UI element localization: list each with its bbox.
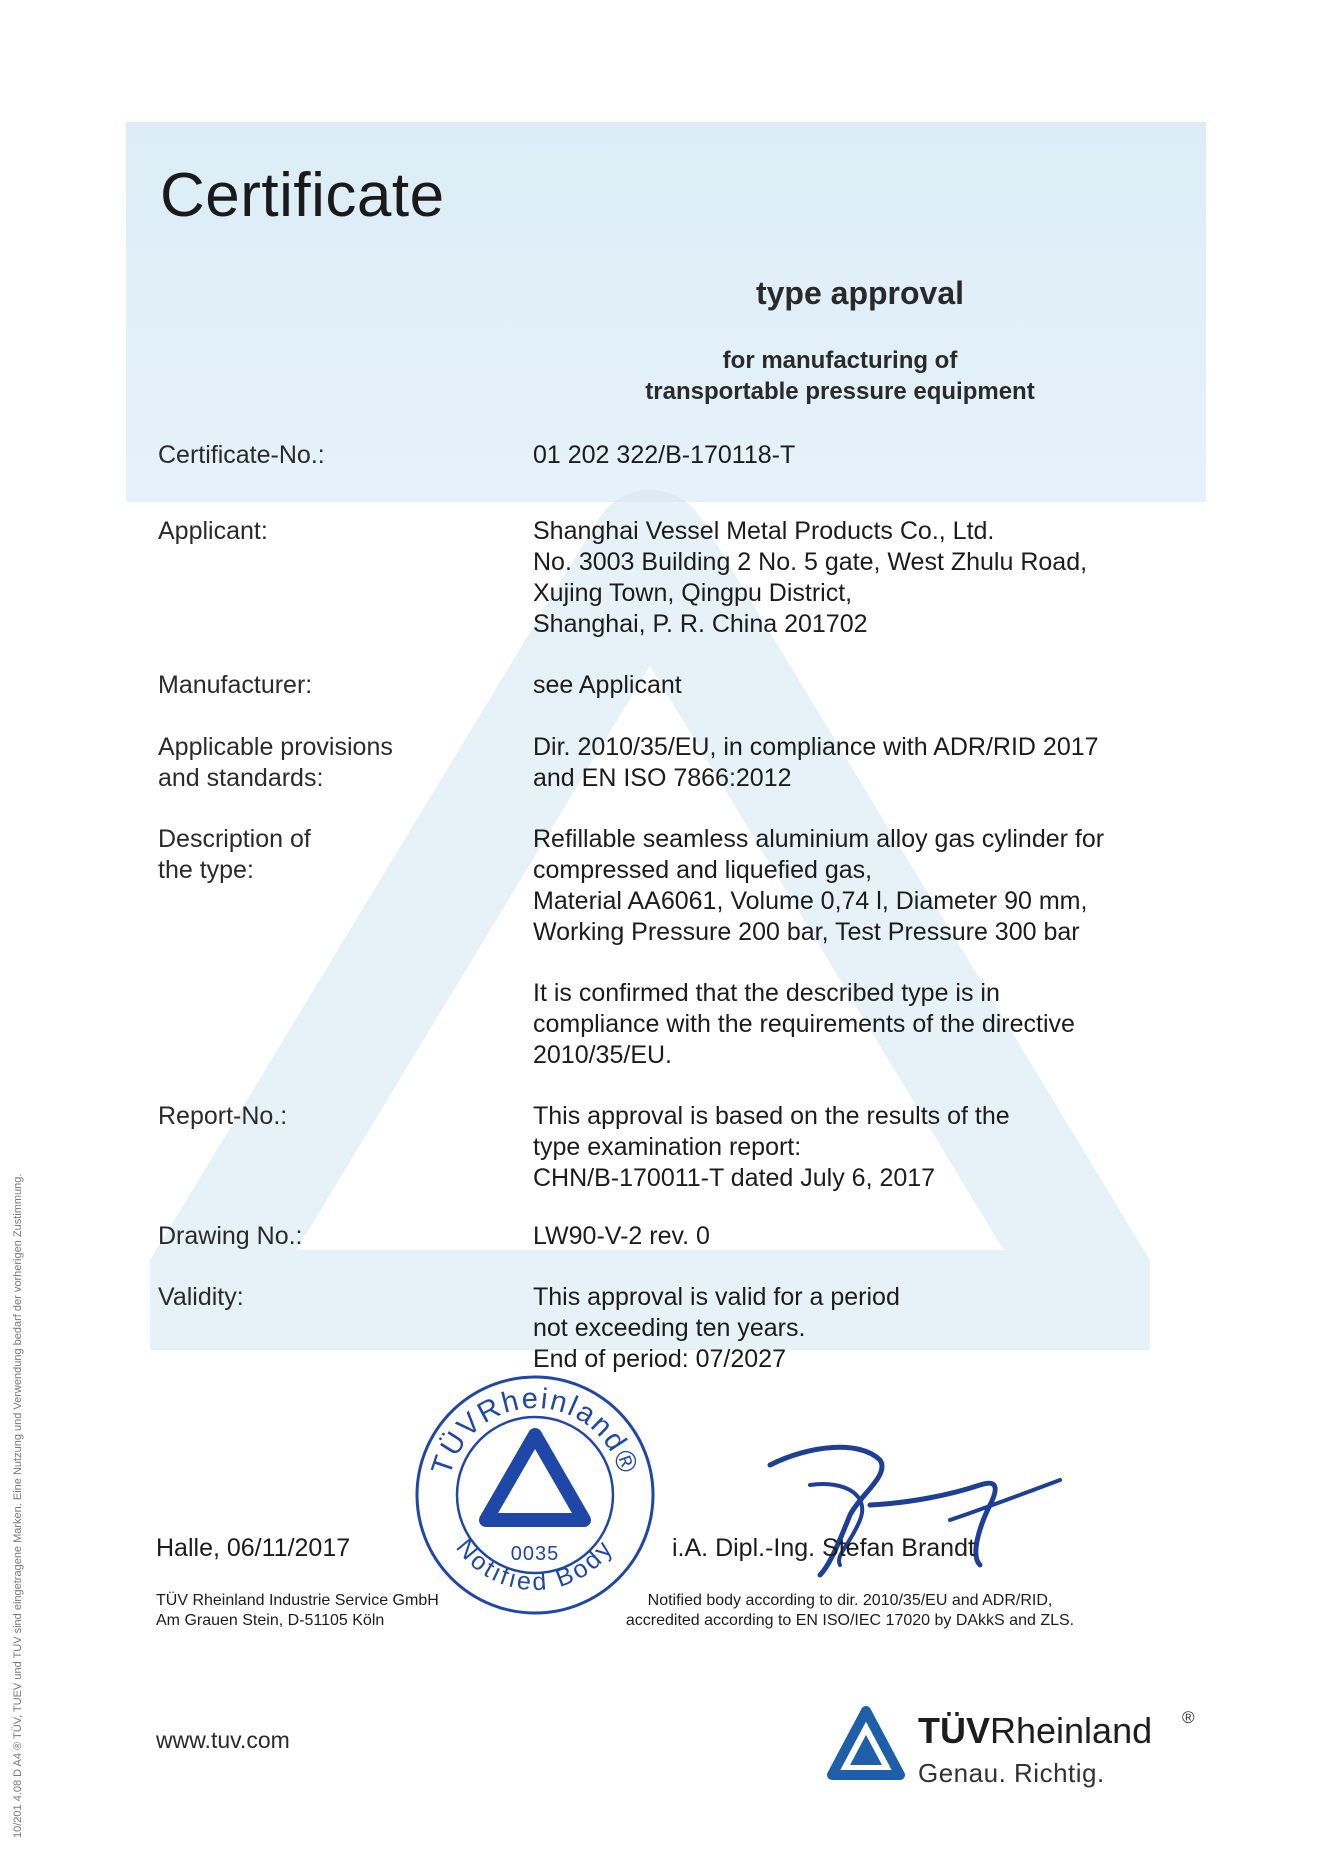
field-label	[158, 1282, 488, 1313]
label-line: Validity:	[158, 1283, 244, 1311]
value-line: It is confirmed that the described type is in	[533, 979, 1000, 1007]
seal-top-text: TÜVRheinland®	[425, 1382, 645, 1479]
company-line-1: TÜV Rheinland Industrie Service GmbH	[156, 1592, 439, 1609]
brand-name-regular: Rheinland	[990, 1710, 1153, 1751]
signatory: i.A. Dipl.-Ing. Stefan Brandt	[672, 1534, 975, 1562]
notified-body-note	[590, 1591, 1110, 1631]
value-line: Shanghai Vessel Metal Products Co., Ltd.	[533, 517, 995, 545]
field-value	[533, 1221, 1173, 1252]
value-line: No. 3003 Building 2 No. 5 gate, West Zhulu Road,	[533, 548, 1088, 576]
value-line: Working Pressure 200 bar, Test Pressure 300 bar	[533, 918, 1080, 946]
issuing-company	[156, 1591, 439, 1631]
value-line: 01 202 322/B-170118-T	[533, 441, 796, 469]
field-label	[158, 1221, 488, 1252]
field-label	[158, 670, 488, 701]
company-line-2: Am Grauen Stein, D-51105 Köln	[156, 1612, 385, 1629]
value-line: Shanghai, P. R. China 201702	[533, 610, 868, 638]
value-line: This approval is valid for a period	[533, 1283, 900, 1311]
field-label	[158, 516, 488, 547]
value-line: Refillable seamless aluminium alloy gas cylinder for	[533, 825, 1105, 853]
website-link[interactable]: www.tuv.com	[156, 1727, 290, 1753]
side-legal-note: 10/201 4.08 D A4 ® TÜV, TUEV und TUV sind eingetragene Marken. Eine Nutzung und Verwendung bedarf der vorherigen Zustimmung.	[12, 1173, 24, 1838]
value-line: This approval is based on the results of the	[533, 1102, 1010, 1130]
label-line: Certificate-No.:	[158, 441, 325, 469]
brand-name	[918, 1710, 1152, 1752]
seal-number: 0035	[510, 1543, 560, 1565]
tuv-triangle-icon	[826, 1705, 906, 1785]
value-line: CHN/B-170011-T dated July 6, 2017	[533, 1164, 936, 1192]
label-line: Manufacturer:	[158, 671, 313, 699]
value-line: End of period: 07/2027	[533, 1345, 786, 1373]
field-label	[158, 440, 488, 471]
field-value	[533, 1282, 1173, 1375]
field-value	[533, 670, 1173, 701]
field-value	[533, 440, 1173, 471]
field-value	[533, 732, 1173, 794]
label-line: and standards:	[158, 764, 324, 792]
field-label	[158, 732, 488, 794]
notified-line-2: accredited according to EN ISO/IEC 17020 by DAkkS and ZLS.	[625, 1612, 1075, 1629]
brand-registered-mark: ®	[1182, 1708, 1195, 1727]
value-line: Dir. 2010/35/EU, in compliance with ADR/RID 2017	[533, 733, 1099, 761]
field-value	[533, 1101, 1173, 1194]
label-line: Applicable provisions	[158, 733, 393, 761]
field-value	[533, 516, 1173, 640]
label-line: the type:	[158, 856, 254, 884]
value-line: LW90-V-2 rev. 0	[533, 1222, 710, 1250]
value-line: and EN ISO 7866:2012	[533, 764, 792, 792]
field-value	[533, 824, 1173, 948]
label-line: Report-No.:	[158, 1102, 288, 1130]
field-label	[158, 1101, 488, 1132]
purpose-line-2: transportable pressure equipment	[645, 378, 1035, 405]
certificate-subtitle: type approval	[755, 275, 965, 311]
brand-logo	[826, 1700, 1226, 1790]
seal-bottom-text: Notified Body	[450, 1533, 620, 1597]
value-line: Xujing Town, Qingpu District,	[533, 579, 853, 607]
label-line: Applicant:	[158, 517, 268, 545]
place-date: Halle, 06/11/2017	[156, 1534, 351, 1562]
value-line: 2010/35/EU.	[533, 1041, 672, 1069]
notified-body-seal	[410, 1370, 660, 1620]
brand-name-bold: TÜV	[918, 1710, 990, 1751]
label-line: Description of	[158, 825, 311, 853]
label-line: Drawing No.:	[158, 1222, 303, 1250]
value-line: type examination report:	[533, 1133, 802, 1161]
purpose-line-1: for manufacturing of	[722, 347, 958, 374]
value-line: Material AA6061, Volume 0,74 l, Diameter 90 mm,	[533, 887, 1088, 915]
certificate-title: Certificate	[160, 161, 445, 230]
field-value	[533, 978, 1173, 1071]
value-line: not exceeding ten years.	[533, 1314, 806, 1342]
field-label	[158, 824, 488, 886]
value-line: see Applicant	[533, 671, 682, 699]
value-line: compliance with the requirements of the directive	[533, 1010, 1075, 1038]
value-line: compressed and liquefied gas,	[533, 856, 873, 884]
notified-line-1: Notified body according to dir. 2010/35/EU and ADR/RID,	[647, 1592, 1053, 1609]
brand-tagline: Genau. Richtig.	[918, 1758, 1105, 1788]
certificate-purpose	[560, 345, 1120, 407]
